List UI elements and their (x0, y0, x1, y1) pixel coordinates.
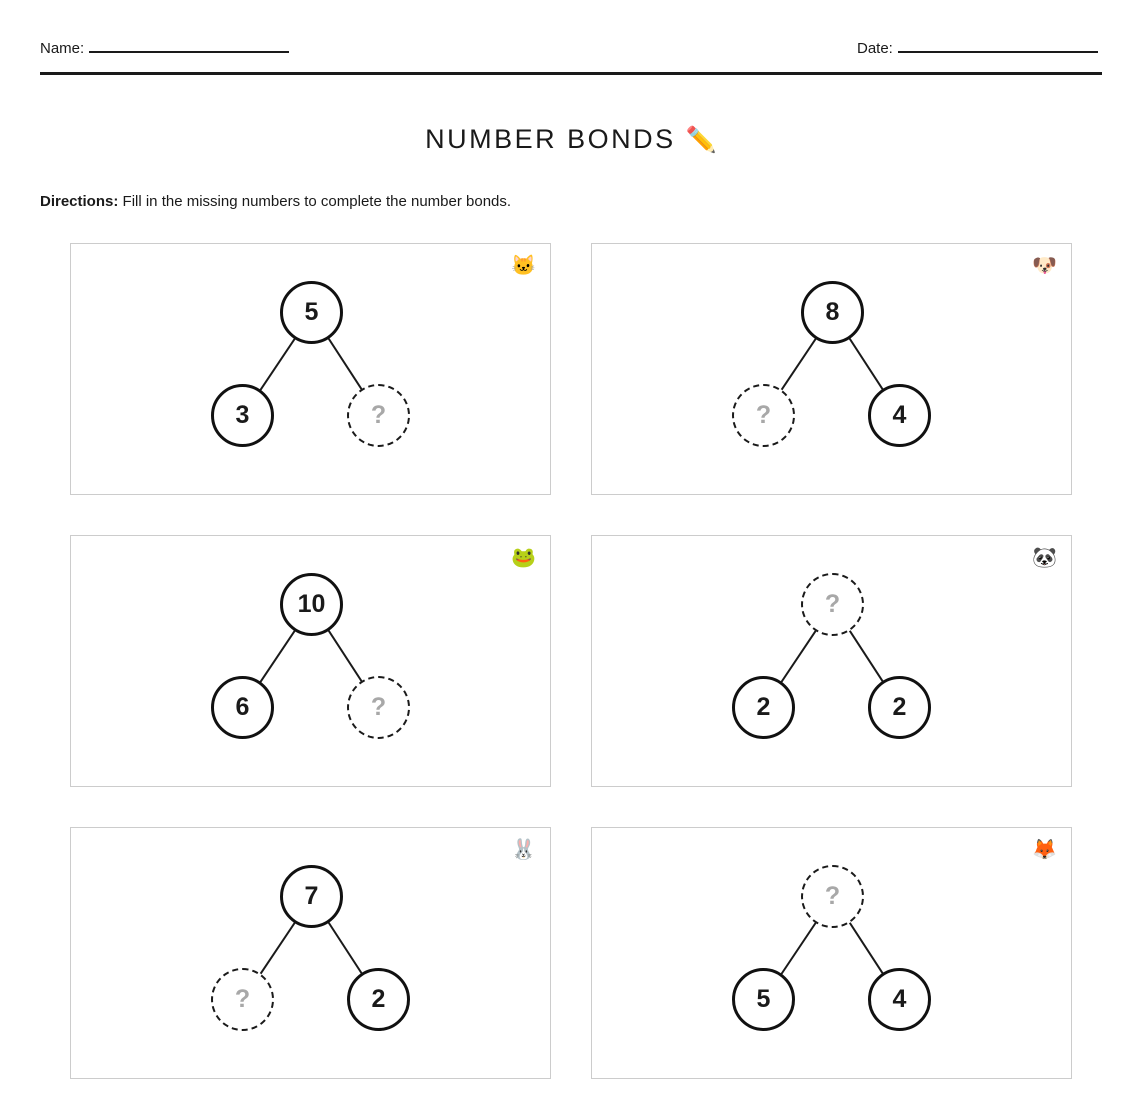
part-right-node-answer-slot[interactable]: ? (347, 676, 410, 739)
part-left-node-answer-slot[interactable]: ? (732, 384, 795, 447)
whole-node-answer-slot[interactable]: ? (801, 573, 864, 636)
part-right-node: 2 (868, 676, 931, 739)
problems-grid (70, 243, 1072, 1079)
name-write-line[interactable] (89, 39, 289, 53)
problem-card-3 (70, 535, 551, 787)
cat-face-icon: 🐱 (511, 255, 536, 277)
date-write-line[interactable] (898, 39, 1098, 53)
rabbit-face-icon: 🐰 (511, 839, 536, 861)
whole-node: 10 (280, 573, 343, 636)
header-divider (40, 72, 1102, 75)
directions-text: Fill in the missing numbers to complete the number bonds. (118, 193, 512, 210)
name-label: Name: (40, 40, 85, 57)
part-left-node-answer-slot[interactable]: ? (211, 968, 274, 1031)
whole-node: 8 (801, 281, 864, 344)
part-left-node: 6 (211, 676, 274, 739)
whole-node: 7 (280, 865, 343, 928)
problem-card-5 (70, 827, 551, 1079)
whole-node-answer-slot[interactable]: ? (801, 865, 864, 928)
problem-card-2 (591, 243, 1072, 495)
part-right-node: 4 (868, 968, 931, 1031)
dog-face-icon: 🐶 (1032, 255, 1057, 277)
name-field (40, 39, 289, 57)
problem-card-6 (591, 827, 1072, 1079)
date-label: Date: (857, 40, 893, 57)
directions (40, 193, 511, 210)
problem-card-4 (591, 535, 1072, 787)
page-title (0, 124, 1142, 155)
part-left-node: 5 (732, 968, 795, 1031)
fox-face-icon: 🦊 (1032, 839, 1057, 861)
panda-face-icon: 🐼 (1032, 547, 1057, 569)
part-right-node: 4 (868, 384, 931, 447)
date-field (857, 39, 1098, 57)
part-left-node: 2 (732, 676, 795, 739)
pencil-icon: ✏️ (685, 126, 717, 154)
whole-node: 5 (280, 281, 343, 344)
part-right-node: 2 (347, 968, 410, 1031)
directions-label: Directions: (40, 193, 119, 210)
page-title-text: NUMBER BONDS (425, 124, 676, 154)
frog-face-icon: 🐸 (511, 547, 536, 569)
part-right-node-answer-slot[interactable]: ? (347, 384, 410, 447)
problem-card-1 (70, 243, 551, 495)
part-left-node: 3 (211, 384, 274, 447)
